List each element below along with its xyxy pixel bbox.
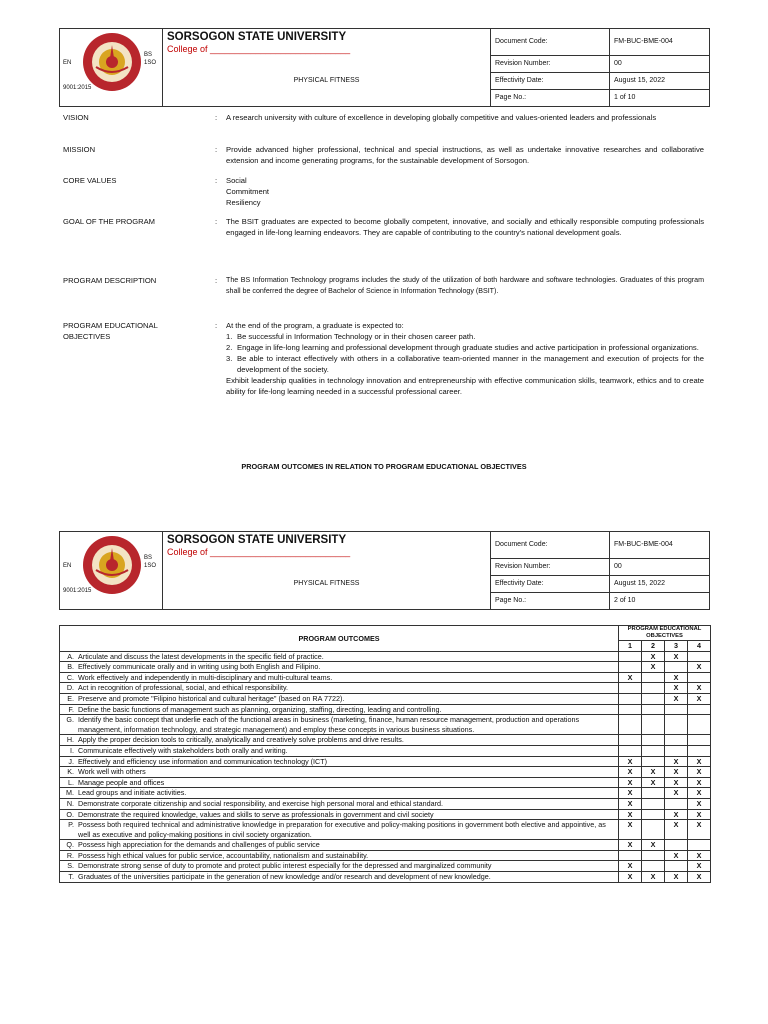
university-name: SORSOGON STATE UNIVERSITY — [167, 31, 347, 43]
peo-mark: X — [665, 693, 688, 704]
section-title: PROGRAM OUTCOMES IN RELATION TO PROGRAM EDUCATIONAL OBJECTIVES — [241, 462, 527, 471]
peo-mark: X — [688, 756, 711, 767]
outcome-text: P. Possess both required technical and administrative knowledge in preparation for executive and policy-making positions in government both elective and appointive, as well as executive and policy-making positions in civil society organization. — [60, 820, 619, 840]
peo-mark — [642, 715, 665, 735]
list-item: 1. Be successful in Information Technology or in their chosen career path. — [226, 332, 476, 341]
table-row — [60, 798, 711, 809]
peo-mark — [665, 704, 688, 715]
table-row — [60, 756, 711, 767]
revision-number-value: 00 — [610, 558, 710, 575]
outcome-letter: E. — [67, 693, 74, 703]
peo-mark: X — [688, 809, 711, 820]
peo-mark: X — [619, 809, 642, 820]
vision-label: VISION — [63, 113, 89, 122]
table-row — [60, 788, 711, 799]
peo-mark — [642, 809, 665, 820]
goal-label: GOAL OF THE PROGRAM — [63, 217, 155, 226]
college-name: College of ____________________________ — [167, 44, 351, 54]
outcome-text: T. Graduates of the universities participate in the generation of new knowledge and/or research and development of new knowledge. — [60, 872, 619, 883]
peo-mark — [619, 850, 642, 861]
peo-mark: X — [665, 672, 688, 683]
peo-mark: X — [688, 683, 711, 694]
peo-mark: X — [619, 756, 642, 767]
core-value-item: Resiliency — [226, 198, 261, 207]
peo-mark — [665, 840, 688, 851]
peo-mark: X — [665, 651, 688, 662]
peo-label: PROGRAM EDUCATIONAL — [63, 321, 158, 330]
outcome-text: A. Articulate and discuss the latest developments in the specific field of practice. — [60, 651, 619, 662]
revision-number-label: Revision Number: — [491, 55, 610, 72]
revision-number-label: Revision Number: — [491, 558, 610, 575]
peo-intro: At the end of the program, a graduate is expected to: — [226, 321, 404, 330]
peo-mark — [642, 693, 665, 704]
outcome-text: J. Effectively and efficiency use information and communication technology (ICT) — [60, 756, 619, 767]
peo-mark — [665, 715, 688, 735]
en-tag: EN — [63, 60, 72, 66]
outcome-text: R. Possess high ethical values for public service, accountability, nationalism and sustainability. — [60, 850, 619, 861]
peo-mark — [688, 735, 711, 746]
peo-mark: X — [688, 850, 711, 861]
peo-mark: X — [642, 840, 665, 851]
peo-mark: X — [619, 798, 642, 809]
core-values-label: CORE VALUES — [63, 176, 117, 185]
outcome-text: S. Demonstrate strong sense of duty to promote and protect public interest especially for the depressed and marginalized community — [60, 861, 619, 872]
core-value-item: Commitment — [226, 187, 270, 196]
peo-mark — [688, 704, 711, 715]
peo-mark: X — [665, 756, 688, 767]
bs-tag: BS 1SO — [144, 555, 157, 569]
outcome-letter: J. — [68, 756, 74, 766]
document-code-value: FM-BUC-BME-004 — [610, 29, 710, 56]
peo-mark: X — [642, 651, 665, 662]
peo-mark — [619, 662, 642, 673]
outcome-letter: I. — [70, 745, 74, 755]
outcome-text: I. Communicate effectively with stakeholders both orally and writing. — [60, 745, 619, 756]
peo-mark: X — [688, 861, 711, 872]
outcome-letter: K. — [67, 767, 74, 777]
page-number-label: Page No.: — [491, 592, 610, 609]
peo-mark — [642, 798, 665, 809]
document-title: PHYSICAL FITNESS — [163, 575, 491, 592]
list-item: 2. Engage in life-long learning and professional development through graduate studies and active participation in professional organizations. — [226, 343, 699, 352]
outcome-text: B. Effectively communicate orally and in writing using both English and Filipino. — [60, 662, 619, 673]
peo-mark: X — [665, 767, 688, 778]
table-row — [60, 715, 711, 735]
peo-mark — [688, 840, 711, 851]
effectivity-date-label: Effectivity Date: — [491, 575, 610, 592]
peo-mark: X — [688, 872, 711, 883]
effectivity-date-value: August 15, 2022 — [610, 72, 710, 89]
peo-mark — [642, 704, 665, 715]
peo-mark — [619, 704, 642, 715]
outcome-letter: F. — [68, 704, 74, 714]
peo-mark: X — [688, 693, 711, 704]
document-header-page2 — [59, 531, 710, 610]
college-name: College of ____________________________ — [167, 547, 351, 557]
peo-mark: X — [619, 672, 642, 683]
peo-mark: X — [665, 850, 688, 861]
revision-number-value: 00 — [610, 55, 710, 72]
peo-col-header: PROGRAM EDUCATIONAL OBJECTIVES — [619, 626, 711, 641]
outcome-text: E. Preserve and promote "Filipino historical and cultural heritage" (based on RA 7722). — [60, 693, 619, 704]
peo-mark — [619, 745, 642, 756]
document-code-label: Document Code: — [491, 532, 610, 559]
peo-label-line2: OBJECTIVES — [63, 332, 111, 341]
document-code-value: FM-BUC-BME-004 — [610, 532, 710, 559]
description-text: The BS Information Technology programs includes the study of the utilization of both hardware and software technologies. Graduates of this program shall be conferred the degree of Bachelor of Science in Information Technology (BSIT). — [226, 276, 704, 295]
peo-mark — [665, 745, 688, 756]
outcome-text: L. Manage people and offices — [60, 777, 619, 788]
peo-mark: X — [665, 788, 688, 799]
outcome-letter: S. — [67, 861, 74, 871]
title-cell — [163, 29, 491, 56]
peo-mark — [619, 715, 642, 735]
peo-mark: X — [688, 788, 711, 799]
outcome-letter: C. — [66, 672, 74, 682]
peo-mark — [642, 735, 665, 746]
outcome-letter: H. — [66, 735, 74, 745]
peo-mark: X — [665, 872, 688, 883]
outcomes-table — [59, 625, 711, 883]
table-row — [60, 693, 711, 704]
outcome-text: K. Work well with others — [60, 767, 619, 778]
outcome-text: C. Work effectively and independently in multi-disciplinary and multi-cultural teams. — [60, 672, 619, 683]
document-page: EN BS 1SO 9001:2015 SORSOGON STATE UNIVERSITY College of ____________________________ Document Code: FM-BUC-BME-004 Revision Number: 00 PHYSICAL FITNESS Effectivity Date: August 15, 2022 Page No.: 1 of 10 VISION : A research university with culture of excellence in developing globally competitive and values-oriented leaders and professionals MISSION : Provide advanced higher professional, technical and special instructions, as well as undertake innovative researches and collaborative extension and income generating programs, for the sustainable development of Sorsogon. CORE VALUES : Social Commitment Resiliency GOAL OF THE PROGRAM : The BSIT graduates are expected to become globally competent, innovative, and socially and ethically responsible computing professionals engaged in life-long learning endeavors. They are capable of contributing to the country's national development goals. PROGRAM DESCRIPTION : The BS Information Technology programs includes the study of the utilization of both hardware and software technologies. Graduates of this program shall be conferred the degree of Bachelor of Science in Information Technology (BSIT). PROGRAM EDUCATIONAL OBJECTIVES : At the end of the program, a graduate is expected to: 1. Be successful in Information Technology or in their chosen career path. 2. Engage in life-long learning and professional development through graduate studies and active participation in professional organizations. 3. Be able to interact effectively with others in a collaborative team-oriented manner in the management and execution of projects for the development of the society. Exhibit leadership qualities in technology innovation and entrepreneurship with effective communication skills, teamwork, ethics and to create ability for life-long learning needed in a successful professional career. PROGRAM OUTCOMES IN RELATION TO PROGRAM EDUCATIONAL OBJECTIVES EN BS 1SO 9001:2015 SORSOGON STATE UNIVERSITY College of ____________________________ Document Code: FM-BUC-BME-004 Revision Number: 00 PHYSICAL FITNESS Effectivity Date: August 15, 2022 Page No.: 2 of 10 PROGRAM OUTCOMES PROGRAM EDUCATIONAL OBJECTIVES 1 2 3 4 A. Articulate and discuss the latest developments in the specific field of practice. X X B. Effectively communicate orally and in writing using both English and Filipino. X X C. Work effectively and independently in multi-disciplinary and multi-cultural teams. X X D. Act in recognition of professional, social, and ethical responsibility. X X E. Preserve and promote "Filipino historical and cultural heritage" (based on RA 7722). X X F. Define the basic functions of management such as planning, organizing, staffing, directing, leading and controlling. G. Identify the basic concept that underlie each of the functional areas in business (marketing, finance, human resource management, production and operations management, information technology, and strategic management) and employ these concepts in various business situations. H. Apply the proper decision tools to critically, analytically and creatively solve problems and drive results. I. Communicate effectively with stakeholders both orally and writing. J. Effectively and efficiency use information and communication technology (ICT) X X X K. Work well with others X X X X L. Manage people and offices X X X X M. Lead groups and initiate activities. X X X N. Demonstrate corporate citizenship and social responsibility, and exercise high personal moral and ethical standard. X X O. Demonstrate the required knowledge, values and skills to serve as professionals in government and civil society X X X P. Possess both required technical and administrative knowledge in preparation for executive and policy-making positions in government both elective and appointive, as well as executive and policy-making positions in civil society organization. X X X Q. Possess high appreciation for the demands and challenges of public service X X R. Possess high ethical values for public service, accountability, nationalism and sustainability. X X S. Demonstrate strong sense of duty to promote and protect public interest especially for the depressed and marginalized community X X T. Graduates of the universities participate in the generation of new knowledge and/or research and development of new knowledge. X X X X — [0, 0, 768, 1024]
peo-mark: X — [688, 820, 711, 840]
peo-mark: X — [619, 861, 642, 872]
outcome-letter: G. — [66, 715, 74, 725]
peo-mark — [619, 735, 642, 746]
outcome-letter: T. — [68, 872, 74, 882]
page-number-value: 2 of 10 — [610, 592, 710, 609]
peo-mark — [619, 651, 642, 662]
effectivity-date-label: Effectivity Date: — [491, 72, 610, 89]
logo-cell — [60, 29, 163, 107]
peo-mark: X — [642, 767, 665, 778]
iso-tag: 9001:2015 — [63, 588, 92, 594]
outcome-letter: B. — [67, 662, 74, 672]
peo-mark: X — [619, 767, 642, 778]
outcome-text: H. Apply the proper decision tools to critically, analytically and creatively solve problems and drive results. — [60, 735, 619, 746]
peo-mark — [642, 788, 665, 799]
peo-mark: X — [688, 777, 711, 788]
peo-mark — [688, 745, 711, 756]
peo-mark: X — [665, 809, 688, 820]
peo-mark — [642, 683, 665, 694]
outcome-letter: L. — [68, 777, 74, 787]
table-row — [60, 704, 711, 715]
effectivity-date-value: August 15, 2022 — [610, 575, 710, 592]
outcome-text: G. Identify the basic concept that underlie each of the functional areas in business (marketing, finance, human resource management, production and operations management, information technology, and strategic management) and employ these concepts in various business situations. — [60, 715, 619, 735]
peo-mark — [642, 820, 665, 840]
page-number-label: Page No.: — [491, 89, 610, 106]
table-row — [60, 872, 711, 883]
peo-list — [226, 331, 704, 375]
outcome-text: D. Act in recognition of professional, social, and ethical responsibility. — [60, 683, 619, 694]
peo-mark — [642, 672, 665, 683]
table-row — [60, 651, 711, 662]
outcome-letter: D. — [66, 683, 74, 693]
bs-tag: BS 1SO — [144, 52, 157, 66]
iso-tag: 9001:2015 — [63, 85, 92, 91]
peo-mark: X — [665, 777, 688, 788]
peo-mark — [619, 693, 642, 704]
outcome-text: N. Demonstrate corporate citizenship and social responsibility, and exercise high personal moral and ethical standard. — [60, 798, 619, 809]
table-row — [60, 735, 711, 746]
table-row — [60, 683, 711, 694]
title-cell — [163, 532, 491, 559]
peo-extra: Exhibit leadership qualities in technology innovation and entrepreneurship with effective communication skills, teamwork, ethics and to create ability for life-long learning needed in a successful professional career. — [226, 376, 704, 396]
outcome-text: F. Define the basic functions of management such as planning, organizing, staffing, directing, leading and controlling. — [60, 704, 619, 715]
peo-mark: X — [642, 777, 665, 788]
peo-mark: X — [688, 662, 711, 673]
peo-mark — [688, 715, 711, 735]
table-row — [60, 850, 711, 861]
table-row — [60, 840, 711, 851]
mission-text: Provide advanced higher professional, technical and special instructions, as well as undertake innovative researches and collaborative extension and income generating programs, for the sustainable development of Sorsogon. — [226, 145, 704, 165]
peo-mark — [619, 683, 642, 694]
outcome-letter: P. — [68, 820, 74, 830]
peo-mark — [642, 850, 665, 861]
peo-mark — [665, 735, 688, 746]
table-row — [60, 672, 711, 683]
peo-mark — [642, 861, 665, 872]
core-value-item: Social — [226, 176, 247, 185]
peo-mark — [688, 672, 711, 683]
document-header — [59, 28, 710, 107]
peo-number: 4 — [688, 641, 711, 652]
peo-mark — [665, 798, 688, 809]
outcome-text: Q. Possess high appreciation for the demands and challenges of public service — [60, 840, 619, 851]
peo-mark: X — [619, 872, 642, 883]
peo-mark: X — [665, 683, 688, 694]
peo-mark: X — [665, 820, 688, 840]
peo-mark: X — [619, 820, 642, 840]
peo-mark: X — [642, 872, 665, 883]
table-row — [60, 767, 711, 778]
document-code-label: Document Code: — [491, 29, 610, 56]
table-row — [60, 745, 711, 756]
table-row — [60, 662, 711, 673]
peo-mark — [665, 662, 688, 673]
peo-mark: X — [619, 777, 642, 788]
outcome-letter: O. — [66, 809, 74, 819]
mission-label: MISSION — [63, 145, 96, 154]
peo-mark: X — [642, 662, 665, 673]
peo-mark — [642, 745, 665, 756]
peo-mark: X — [619, 788, 642, 799]
peo-mark: X — [688, 767, 711, 778]
en-tag: EN — [63, 563, 72, 569]
peo-mark — [688, 651, 711, 662]
outcome-letter: Q. — [66, 840, 74, 850]
outcome-letter: N. — [66, 798, 74, 808]
university-seal-icon — [81, 31, 143, 93]
outcome-letter: R. — [66, 850, 74, 860]
table-row — [60, 777, 711, 788]
peo-mark — [642, 756, 665, 767]
logo-cell — [60, 532, 163, 610]
outcome-letter: M. — [66, 788, 74, 798]
peo-number: 1 — [619, 641, 642, 652]
peo-number: 3 — [665, 641, 688, 652]
list-item: 3. Be able to interact effectively with others in a collaborative team-oriented manner in the management and execution of projects for the development of the society. — [226, 354, 704, 374]
table-row — [60, 820, 711, 840]
outcome-text: M. Lead groups and initiate activities. — [60, 788, 619, 799]
outcomes-body — [60, 651, 711, 882]
university-seal-icon — [81, 534, 143, 596]
page-number-value: 1 of 10 — [610, 89, 710, 106]
outcomes-col-header: PROGRAM OUTCOMES — [60, 626, 619, 652]
peo-mark — [665, 861, 688, 872]
university-name: SORSOGON STATE UNIVERSITY — [167, 534, 347, 546]
outcome-letter: A. — [67, 651, 74, 661]
table-row — [60, 861, 711, 872]
document-title: PHYSICAL FITNESS — [163, 72, 491, 89]
goal-text: The BSIT graduates are expected to become globally competent, innovative, and socially and ethically responsible computing professionals engaged in life-long learning endeavors. They are capable of contributing to the country's national development goals. — [226, 217, 704, 237]
peo-mark: X — [619, 840, 642, 851]
table-row — [60, 809, 711, 820]
description-label: PROGRAM DESCRIPTION — [63, 276, 157, 285]
peo-number: 2 — [642, 641, 665, 652]
peo-mark: X — [688, 798, 711, 809]
vision-text: A research university with culture of excellence in developing globally competitive and values-oriented leaders and professionals — [226, 113, 657, 122]
outcome-text: O. Demonstrate the required knowledge, values and skills to serve as professionals in government and civil society — [60, 809, 619, 820]
